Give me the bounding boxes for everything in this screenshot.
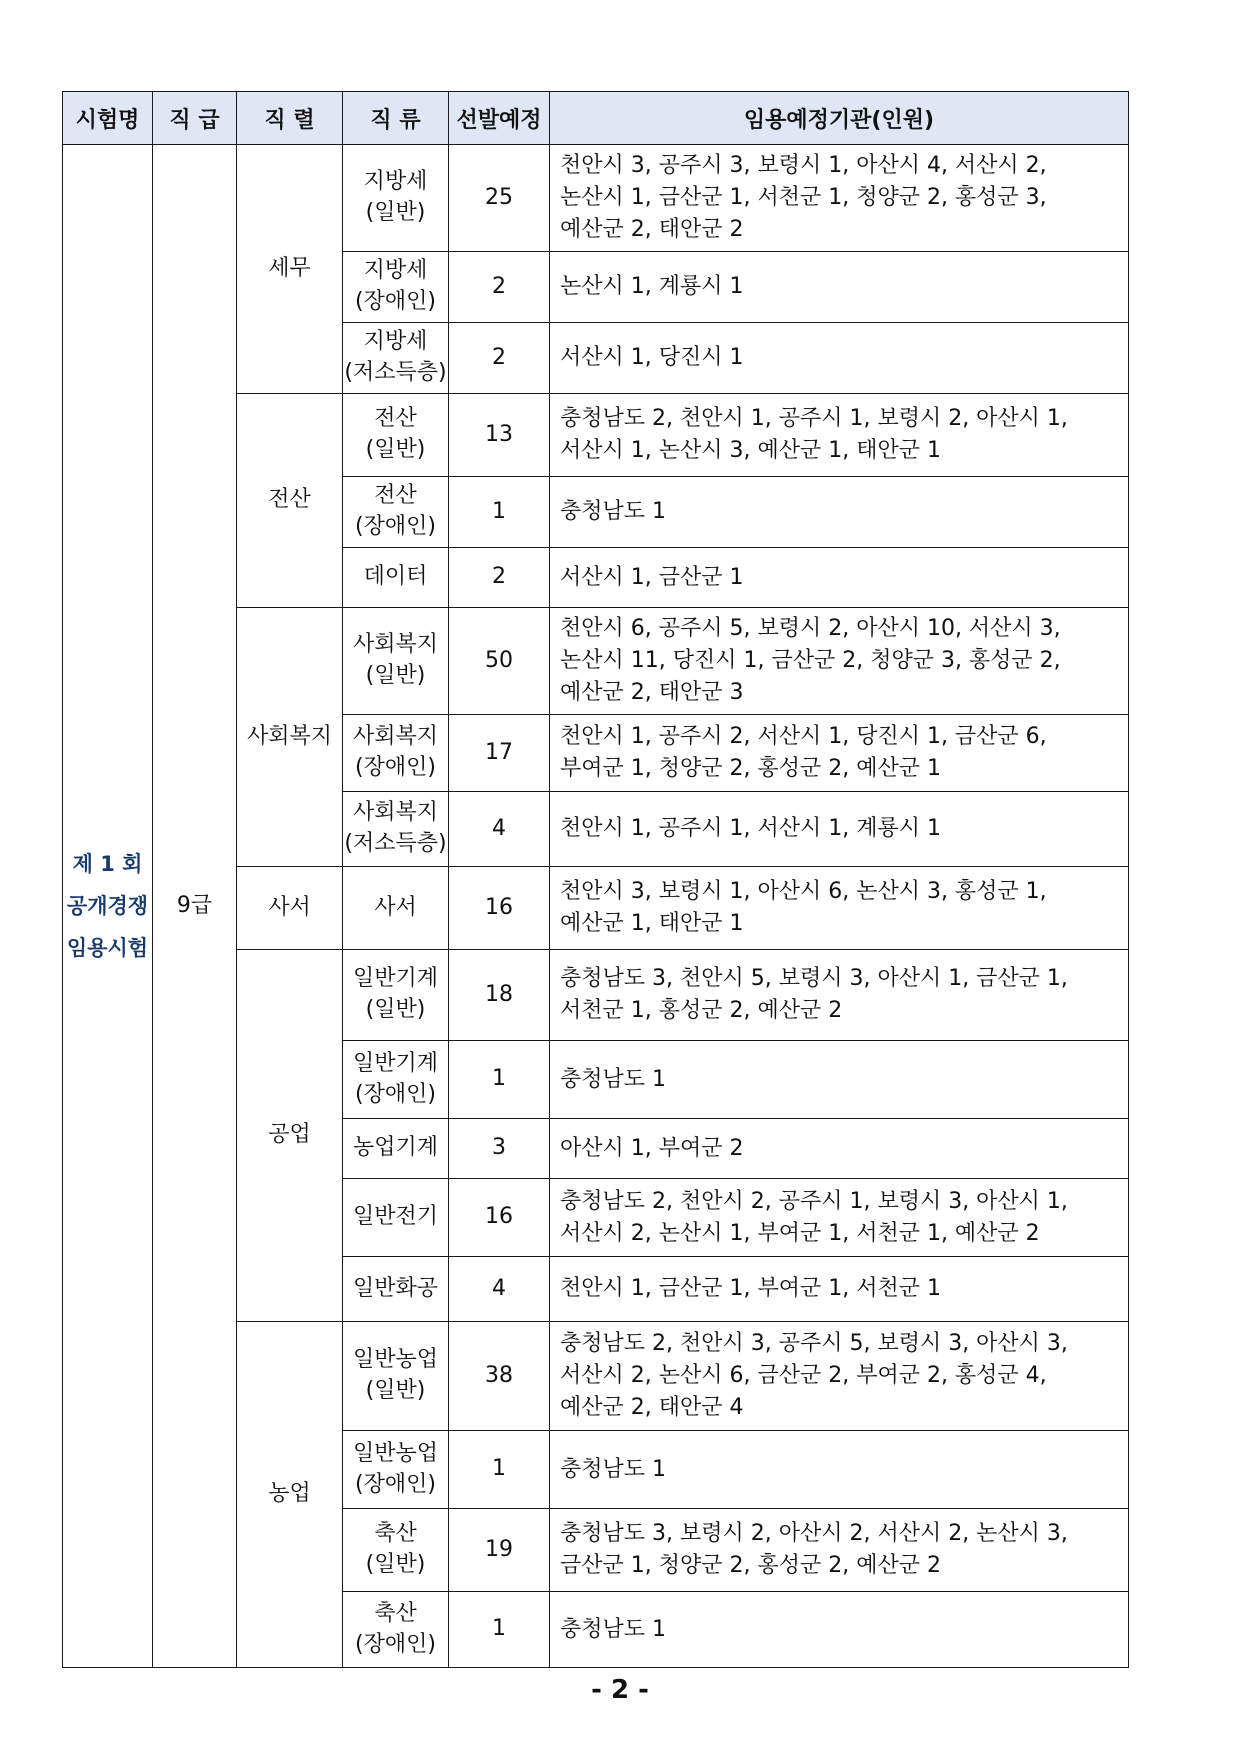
series-cell: 사회복지 bbox=[237, 608, 343, 867]
agencies-line: 부여군 1, 청양군 2, 홍성군 2, 예산군 1 bbox=[560, 756, 941, 781]
agencies-cell bbox=[550, 252, 1129, 323]
class-cell bbox=[343, 394, 449, 477]
class-line: 사회복지 bbox=[352, 724, 438, 750]
planned-count-cell: 1 bbox=[449, 1431, 550, 1509]
agencies-cell bbox=[550, 1509, 1129, 1592]
agencies-line: 충청남도 1 bbox=[560, 499, 666, 525]
class-line: (저소득층) bbox=[344, 360, 447, 385]
class-line: (일반) bbox=[365, 437, 426, 462]
class-line: 일반기계 bbox=[352, 966, 438, 992]
exam-name-cell bbox=[63, 145, 153, 1668]
series-cell: 공업 bbox=[237, 950, 343, 1322]
planned-count-cell: 1 bbox=[449, 477, 550, 548]
class-line: 농업기계 bbox=[352, 1135, 438, 1161]
class-line: 일반전기 bbox=[352, 1204, 438, 1230]
agencies-line: 예산군 2, 태안군 3 bbox=[560, 679, 744, 705]
planned-count-cell: 38 bbox=[449, 1322, 550, 1431]
agencies-line: 서산시 2, 논산시 6, 금산군 2, 부여군 2, 홍성군 4, bbox=[560, 1363, 1047, 1389]
agencies-line: 예산군 1, 태안군 1 bbox=[560, 911, 744, 936]
agencies-cell bbox=[550, 394, 1129, 477]
class-cell bbox=[343, 145, 449, 252]
agencies-line: 충청남도 1 bbox=[560, 1456, 666, 1482]
planned-count-cell: 4 bbox=[449, 792, 550, 867]
class-line: 전산 bbox=[374, 483, 417, 509]
class-cell bbox=[343, 1119, 449, 1179]
agencies-cell bbox=[550, 323, 1129, 394]
class-line: 축산 bbox=[374, 1600, 417, 1626]
agencies-line: 서산시 1, 금산군 1 bbox=[560, 564, 744, 590]
planned-count-cell: 2 bbox=[449, 252, 550, 323]
planned-count-cell: 16 bbox=[449, 1179, 550, 1257]
header-agencies: 임용예정기관(인원) bbox=[550, 92, 1129, 145]
agencies-cell bbox=[550, 715, 1129, 792]
agencies-line: 충청남도 2, 천안시 1, 공주시 1, 보령시 2, 아산시 1, bbox=[560, 406, 1068, 432]
agencies-cell bbox=[550, 1179, 1129, 1257]
agencies-line: 논산시 1, 계룡시 1 bbox=[560, 274, 744, 300]
agencies-line: 아산시 1, 부여군 2 bbox=[560, 1135, 744, 1161]
agencies-cell bbox=[550, 1119, 1129, 1179]
class-line: (일반) bbox=[365, 663, 426, 688]
agencies-cell bbox=[550, 867, 1129, 950]
agencies-line: 천안시 3, 공주시 3, 보령시 1, 아산시 4, 서산시 2, bbox=[560, 153, 1047, 179]
header-row bbox=[63, 92, 1129, 145]
planned-count-cell: 17 bbox=[449, 715, 550, 792]
class-line: 일반농업 bbox=[352, 1347, 438, 1373]
class-line: 일반기계 bbox=[352, 1050, 438, 1076]
exam-name-line: 임용시험 bbox=[66, 936, 149, 960]
planned-count-cell: 18 bbox=[449, 950, 550, 1041]
class-line: (장애인) bbox=[355, 755, 436, 780]
agencies-cell bbox=[550, 1041, 1129, 1119]
planned-count-cell: 50 bbox=[449, 608, 550, 715]
page-number: - 2 - bbox=[591, 1675, 649, 1705]
class-line: 전산 bbox=[374, 406, 417, 432]
header-exam-name: 시험명 bbox=[63, 92, 153, 145]
planned-count-cell: 3 bbox=[449, 1119, 550, 1179]
exam-name-line: 제 1 회 bbox=[72, 852, 143, 876]
agencies-cell bbox=[550, 950, 1129, 1041]
class-cell bbox=[343, 792, 449, 867]
planned-count-cell: 1 bbox=[449, 1592, 550, 1668]
agencies-line: 충청남도 1 bbox=[560, 1616, 666, 1642]
class-cell bbox=[343, 1431, 449, 1509]
agencies-line: 논산시 1, 금산군 1, 서천군 1, 청양군 2, 홍성군 3, bbox=[560, 185, 1047, 211]
agencies-cell bbox=[550, 1592, 1129, 1668]
agencies-line: 충청남도 2, 천안시 2, 공주시 1, 보령시 3, 아산시 1, bbox=[560, 1188, 1068, 1214]
class-line: 축산 bbox=[374, 1521, 417, 1547]
class-line: 사서 bbox=[374, 894, 417, 920]
class-line: 데이터 bbox=[363, 564, 428, 590]
class-line: (장애인) bbox=[355, 289, 436, 314]
agencies-line: 예산군 2, 태안군 2 bbox=[560, 216, 744, 242]
series-cell: 세무 bbox=[237, 145, 343, 394]
class-cell bbox=[343, 1179, 449, 1257]
agencies-cell bbox=[550, 477, 1129, 548]
class-line: 지방세 bbox=[363, 329, 428, 355]
agencies-cell bbox=[550, 145, 1129, 252]
class-cell bbox=[343, 548, 449, 608]
class-line: (장애인) bbox=[355, 1081, 436, 1107]
planned-count-cell: 4 bbox=[449, 1257, 550, 1322]
class-cell bbox=[343, 1041, 449, 1119]
planned-count-cell: 25 bbox=[449, 145, 550, 252]
exam-name-line: 공개경쟁 bbox=[66, 894, 149, 918]
agencies-line: 서산시 1, 논산시 3, 예산군 1, 태안군 1 bbox=[560, 438, 941, 463]
agencies-line: 금산군 1, 청양군 2, 홍성군 2, 예산군 2 bbox=[560, 1553, 941, 1578]
class-line: (장애인) bbox=[355, 1471, 436, 1497]
planned-count-cell: 2 bbox=[449, 323, 550, 394]
grade-cell: 9급 bbox=[153, 145, 237, 1668]
header-class: 직 류 bbox=[343, 92, 449, 145]
agencies-cell bbox=[550, 792, 1129, 867]
class-line: (저소득층) bbox=[344, 831, 447, 856]
header-planned-count: 선발예정 bbox=[449, 92, 550, 145]
class-line: (일반) bbox=[365, 1552, 426, 1577]
agencies-line: 서산시 2, 논산시 1, 부여군 1, 서천군 1, 예산군 2 bbox=[560, 1220, 1040, 1246]
class-cell bbox=[343, 950, 449, 1041]
class-cell bbox=[343, 1509, 449, 1592]
class-cell bbox=[343, 608, 449, 715]
class-line: 지방세 bbox=[363, 258, 428, 284]
agencies-line: 천안시 1, 공주시 1, 서산시 1, 계룡시 1 bbox=[560, 816, 941, 842]
agencies-cell bbox=[550, 1257, 1129, 1322]
class-cell bbox=[343, 715, 449, 792]
agencies-line: 천안시 3, 보령시 1, 아산시 6, 논산시 3, 홍성군 1, bbox=[560, 879, 1047, 905]
agencies-cell bbox=[550, 548, 1129, 608]
planned-count-cell: 1 bbox=[449, 1041, 550, 1119]
planned-count-cell: 16 bbox=[449, 867, 550, 950]
header-grade: 직 급 bbox=[153, 92, 237, 145]
agencies-line: 충청남도 3, 천안시 5, 보령시 3, 아산시 1, 금산군 1, bbox=[560, 966, 1068, 992]
class-line: 사회복지 bbox=[352, 632, 438, 658]
class-cell bbox=[343, 323, 449, 394]
agencies-cell bbox=[550, 608, 1129, 715]
agencies-line: 충청남도 2, 천안시 3, 공주시 5, 보령시 3, 아산시 3, bbox=[560, 1331, 1068, 1357]
agencies-line: 충청남도 1 bbox=[560, 1066, 666, 1092]
class-cell bbox=[343, 477, 449, 548]
class-line: (일반) bbox=[365, 1378, 426, 1403]
agencies-line: 서천군 1, 홍성군 2, 예산군 2 bbox=[560, 998, 843, 1023]
class-cell bbox=[343, 252, 449, 323]
agencies-line: 천안시 1, 금산군 1, 부여군 1, 서천군 1 bbox=[560, 1276, 941, 1302]
agencies-line: 논산시 11, 당진시 1, 금산군 2, 청양군 3, 홍성군 2, bbox=[560, 648, 1061, 674]
class-line: (일반) bbox=[365, 200, 426, 225]
class-line: (일반) bbox=[365, 997, 426, 1022]
class-line: 일반농업 bbox=[352, 1440, 438, 1466]
class-line: 일반화공 bbox=[352, 1275, 438, 1301]
class-cell bbox=[343, 1322, 449, 1431]
class-line: (장애인) bbox=[355, 514, 436, 539]
header-series: 직 렬 bbox=[237, 92, 343, 145]
series-cell: 전산 bbox=[237, 394, 343, 608]
agencies-line: 천안시 1, 공주시 2, 서산시 1, 당진시 1, 금산군 6, bbox=[560, 724, 1047, 750]
agencies-line: 천안시 6, 공주시 5, 보령시 2, 아산시 10, 서산시 3, bbox=[560, 616, 1061, 642]
class-line: 지방세 bbox=[363, 169, 428, 195]
agencies-cell bbox=[550, 1431, 1129, 1509]
class-cell bbox=[343, 1257, 449, 1322]
agencies-line: 예산군 2, 태안군 4 bbox=[560, 1394, 744, 1420]
class-cell bbox=[343, 1592, 449, 1668]
planned-count-cell: 13 bbox=[449, 394, 550, 477]
table-row bbox=[63, 145, 1129, 252]
series-cell: 농업 bbox=[237, 1322, 343, 1668]
class-line: (장애인) bbox=[355, 1631, 436, 1657]
class-cell bbox=[343, 867, 449, 950]
planned-count-cell: 2 bbox=[449, 548, 550, 608]
agencies-line: 서산시 1, 당진시 1 bbox=[560, 345, 744, 371]
recruitment-table bbox=[62, 91, 1129, 1668]
agencies-line: 충청남도 3, 보령시 2, 아산시 2, 서산시 2, 논산시 3, bbox=[560, 1521, 1068, 1547]
series-cell: 사서 bbox=[237, 867, 343, 950]
class-line: 사회복지 bbox=[352, 800, 438, 826]
agencies-cell bbox=[550, 1322, 1129, 1431]
planned-count-cell: 19 bbox=[449, 1509, 550, 1592]
